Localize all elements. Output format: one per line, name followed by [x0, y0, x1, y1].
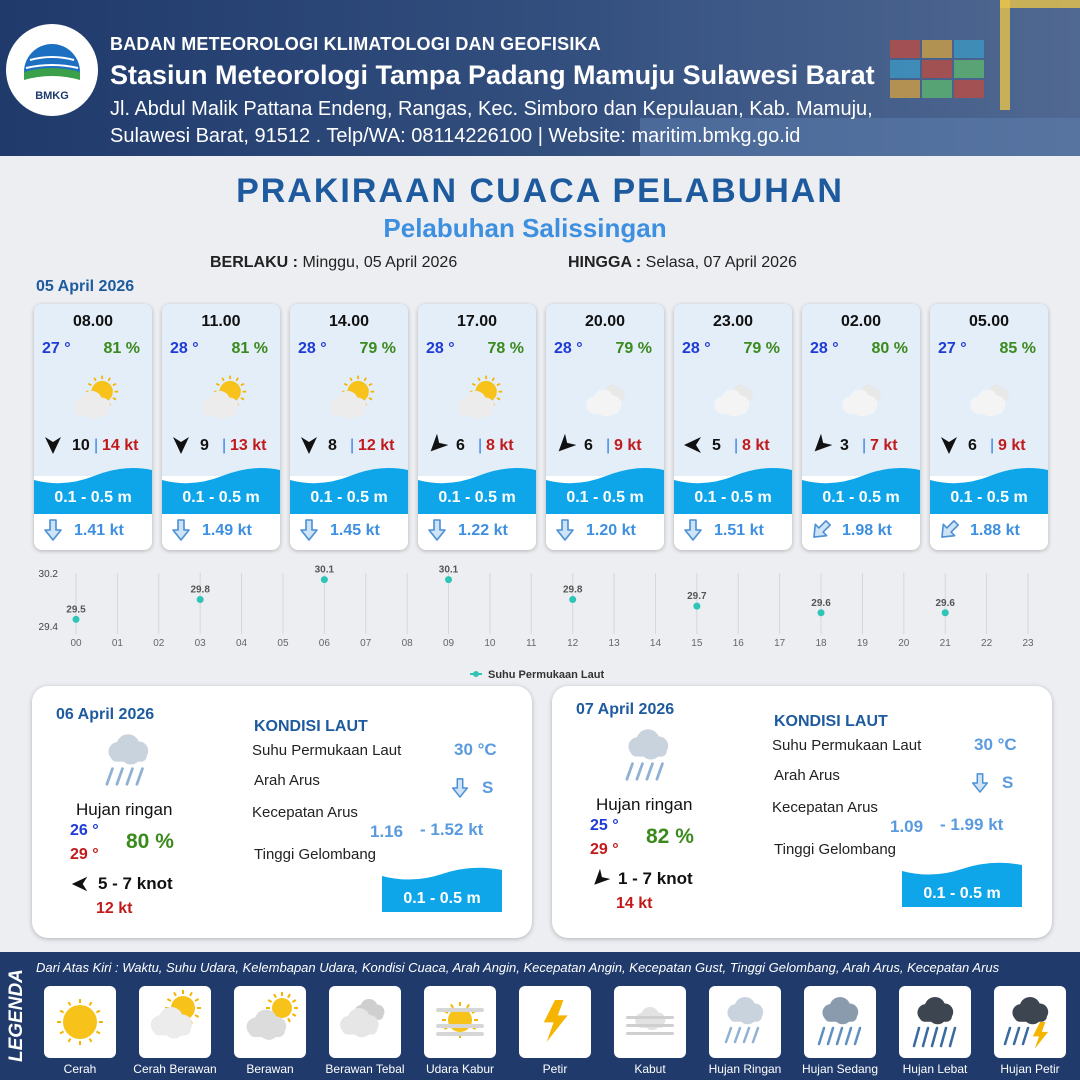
wind-speed: 6: [456, 437, 465, 454]
gust-speed: 7 kt: [870, 437, 898, 454]
cerah-icon: [44, 986, 116, 1058]
wind-row: [422, 434, 534, 458]
max-temperature: 29 °: [590, 841, 619, 858]
address-line-1: Jl. Abdul Malik Pattana Endeng, Rangas, Kec. Simboro dan Kepulauan, Kab. Mamuju,: [110, 98, 873, 120]
wave-label: Tinggi Gelombang: [774, 841, 897, 858]
header: [0, 0, 1080, 156]
legend-item: [804, 986, 876, 1058]
wind-direction-icon: [42, 434, 64, 456]
berawan-icon: [956, 372, 1026, 422]
station-address: [110, 96, 1070, 150]
current-direction-value: S: [482, 778, 494, 797]
sst-value-label: 29.6: [811, 597, 831, 609]
valid-to: [568, 254, 797, 272]
sst-value: 30 °C: [974, 735, 1017, 754]
hujan-petir-icon: [994, 986, 1066, 1058]
x-tick-label: 15: [691, 638, 703, 649]
forecast-card: [546, 304, 664, 550]
x-tick-label: 22: [981, 638, 993, 649]
wave-height: 0.1 - 0.5 m: [923, 885, 1001, 902]
current-speed: 1.41 kt: [74, 522, 124, 539]
forecast-time: 02.00: [840, 313, 882, 330]
x-tick-label: 21: [939, 638, 951, 649]
legend-side: [0, 952, 32, 1080]
wind-speed: 5: [712, 437, 721, 454]
sst-point: [569, 596, 576, 603]
sst-label: Suhu Permukaan Laut: [772, 737, 922, 754]
humidity: 80 %: [126, 830, 174, 853]
forecast-card: [930, 304, 1048, 550]
wind-row: [38, 434, 150, 458]
humidity: 79 %: [615, 340, 652, 357]
forecast-time: 20.00: [584, 313, 626, 330]
legend-item: [234, 986, 306, 1058]
wind-speed: 10: [72, 437, 90, 454]
current-direction-icon: [810, 518, 832, 542]
hujan-ringan-icon: [709, 986, 781, 1058]
gust-speed: 8 kt: [742, 437, 770, 454]
legend-item-label: Berawan: [246, 1062, 294, 1076]
current-direction-icon: [938, 518, 960, 542]
wind-speed: 6: [584, 437, 593, 454]
legend-series-name: Suhu Permukaan Laut: [488, 669, 605, 681]
port-name: Pelabuhan Salissingan: [383, 213, 667, 243]
x-tick-label: 03: [194, 638, 206, 649]
cerah-berawan-icon: [316, 372, 386, 422]
legend-item: [899, 986, 971, 1058]
wind-row: [806, 434, 918, 458]
current-direction-label: Arah Arus: [774, 767, 840, 784]
x-tick-label: 13: [608, 638, 620, 649]
x-tick-label: 17: [774, 638, 786, 649]
legend-item-label: Hujan Lebat: [902, 1062, 968, 1076]
current-speed-min: 1.16: [370, 822, 404, 841]
wind-speed-range: 1 - 7 knot: [618, 869, 693, 888]
sst-point: [321, 576, 328, 583]
sst-point: [818, 609, 825, 616]
wave-height: 0.1 - 0.5 m: [566, 489, 644, 506]
hujan-lebat-icon: [899, 986, 971, 1058]
forecast-time: 11.00: [201, 313, 241, 330]
x-tick-label: 18: [815, 638, 827, 649]
wind-direction-icon: [426, 434, 448, 456]
udara-kabur-icon: [424, 986, 496, 1058]
x-tick-label: 07: [360, 638, 372, 649]
wind-direction-icon: [70, 874, 90, 894]
humidity: 81 %: [231, 340, 268, 357]
air-temperature: 28 °: [298, 340, 327, 357]
wind-direction-icon: [938, 434, 960, 456]
hujan-ringan-icon: [88, 722, 168, 802]
min-temperature: 26 °: [70, 822, 99, 839]
panel-date: 06 April 2026: [56, 706, 155, 723]
current-speed: 1.98 kt: [842, 522, 892, 539]
wind-direction-icon: [554, 434, 576, 456]
sea-condition-title: KONDISI LAUT: [254, 718, 368, 735]
hujan-sedang-icon: [804, 986, 876, 1058]
legend-item-label: Hujan Petir: [1000, 1062, 1060, 1076]
current-speed-min: 1.09: [890, 817, 924, 836]
current-direction-icon: [450, 776, 470, 800]
y-tick-label: 29.4: [38, 622, 58, 633]
x-tick-label: 16: [732, 638, 744, 649]
wind-speed-range: 5 - 7 knot: [98, 874, 173, 893]
current-speed-label: Kecepatan Arus: [772, 799, 878, 816]
sst-point: [73, 616, 80, 623]
current-direction-icon: [554, 518, 576, 542]
legend-item-label: Petir: [542, 1062, 568, 1076]
x-tick-label: 05: [277, 638, 289, 649]
sst-value-label: 30.1: [438, 564, 459, 576]
legend-item: [44, 986, 116, 1058]
daily-panel: [32, 686, 532, 938]
hujan-ringan-icon: [608, 717, 688, 797]
wind-separator: |: [862, 437, 867, 454]
current-direction-icon: [298, 518, 320, 542]
wind-direction-icon: [298, 434, 320, 456]
wind-row: [294, 434, 406, 458]
wave-height: 0.1 - 0.5 m: [182, 489, 260, 506]
legend-item: [994, 986, 1066, 1058]
gust-speed: 13 kt: [230, 437, 267, 454]
x-tick-label: 20: [898, 638, 910, 649]
legend-item-label: Hujan Sedang: [801, 1062, 879, 1076]
min-temperature: 25 °: [590, 817, 619, 834]
berawan-icon: [828, 372, 898, 422]
forecast-card: [162, 304, 280, 550]
sst-value-label: 29.5: [66, 604, 86, 616]
x-tick-label: 04: [236, 638, 248, 649]
wind-direction-icon: [170, 434, 192, 456]
current-speed-max: - 1.52 kt: [420, 820, 484, 839]
forecast-time: 14.00: [328, 313, 370, 330]
sea-condition-title: KONDISI LAUT: [774, 713, 888, 730]
air-temperature: 28 °: [170, 340, 199, 357]
current-direction-icon: [42, 518, 64, 542]
x-tick-label: 02: [153, 638, 165, 649]
wind-separator: |: [734, 437, 739, 454]
day1-date: 05 April 2026: [36, 278, 135, 295]
wave-height: 0.1 - 0.5 m: [54, 489, 132, 506]
wind-direction-icon: [810, 434, 832, 456]
wave-height: 0.1 - 0.5 m: [403, 890, 481, 907]
wind-speed: 8: [328, 437, 337, 454]
berawan-icon: [572, 372, 642, 422]
cerah-berawan-icon: [139, 986, 211, 1058]
valid-to-label: HINGGA :: [568, 254, 642, 271]
x-tick-label: 00: [70, 638, 82, 649]
humidity: 79 %: [359, 340, 396, 357]
legend-item-label: Berawan Tebal: [325, 1062, 405, 1076]
wind-row: [934, 434, 1046, 458]
valid-to-value: Selasa, 07 April 2026: [645, 254, 797, 271]
sst-value: 30 °C: [454, 740, 497, 759]
wind-separator: |: [990, 437, 995, 454]
legend-item: [614, 986, 686, 1058]
forecast-card: [34, 304, 152, 550]
station-name: Stasiun Meteorologi Tampa Padang Mamuju Sulawesi Barat: [110, 60, 875, 90]
current-speed: 1.49 kt: [202, 522, 252, 539]
forecast-time: 05.00: [968, 313, 1010, 330]
gust-speed: 9 kt: [998, 437, 1026, 454]
legend-item: [709, 986, 781, 1058]
address-line-2: Sulawesi Barat, 91512 . Telp/WA: 08114226100 | Website: maritim.bmkg.go.id: [110, 125, 801, 147]
current-speed: 1.51 kt: [714, 522, 764, 539]
x-tick-label: 01: [111, 638, 123, 649]
wind-row: [678, 434, 790, 458]
wind-direction-icon: [682, 434, 704, 456]
air-temperature: 28 °: [554, 340, 583, 357]
wind-speed: 3: [840, 437, 849, 454]
forecast-card: [674, 304, 792, 550]
sst-point: [942, 609, 949, 616]
x-tick-label: 11: [526, 638, 537, 649]
valid-from: [210, 254, 457, 272]
panel-date: 07 April 2026: [576, 701, 675, 718]
sst-point: [445, 576, 452, 583]
wind-separator: |: [606, 437, 611, 454]
air-temperature: 27 °: [42, 340, 71, 357]
current-speed: 1.88 kt: [970, 522, 1020, 539]
petir-icon: [519, 986, 591, 1058]
wave-height: 0.1 - 0.5 m: [822, 489, 900, 506]
wind-separator: |: [350, 437, 355, 454]
current-speed: 1.45 kt: [330, 522, 380, 539]
legend-item-label: Udara Kabur: [425, 1062, 495, 1076]
sst-value-label: 29.7: [687, 591, 707, 603]
forecast-card: [802, 304, 920, 550]
sst-value-label: 29.8: [562, 584, 583, 596]
wind-direction-icon: [590, 869, 610, 889]
cerah-berawan-icon: [188, 372, 258, 422]
gust-speed: 8 kt: [486, 437, 514, 454]
air-temperature: 28 °: [682, 340, 711, 357]
forecast-card: [418, 304, 536, 550]
legend-item: [139, 986, 211, 1058]
wave-height: 0.1 - 0.5 m: [694, 489, 772, 506]
max-temperature: 29 °: [70, 846, 99, 863]
current-direction-icon: [170, 518, 192, 542]
sst-value-label: 30.1: [314, 564, 335, 576]
x-tick-label: 10: [484, 638, 496, 649]
forecast-card: [290, 304, 408, 550]
wind-speed: 6: [968, 437, 977, 454]
humidity: 78 %: [487, 340, 524, 357]
valid-from-label: BERLAKU :: [210, 254, 298, 271]
legend-item-label: Kabut: [634, 1062, 666, 1076]
current-direction-icon: [426, 518, 448, 542]
wind-separator: |: [222, 437, 227, 454]
wave-height: 0.1 - 0.5 m: [438, 489, 516, 506]
x-tick-label: 14: [649, 638, 662, 649]
wave-height: 0.1 - 0.5 m: [310, 489, 388, 506]
forecast-time: 23.00: [712, 313, 754, 330]
cerah-berawan-icon: [444, 372, 514, 422]
legend-item-label: Cerah Berawan: [133, 1062, 217, 1076]
daily-panel: [552, 686, 1052, 938]
legend-item: [329, 986, 401, 1058]
valid-from-value: Minggu, 05 April 2026: [302, 254, 458, 271]
weather-condition: Hujan ringan: [596, 795, 693, 814]
x-tick-label: 08: [401, 638, 413, 649]
legend: [0, 952, 1080, 1080]
kabut-icon: [614, 986, 686, 1058]
gust-speed: 9 kt: [614, 437, 642, 454]
wind-separator: |: [94, 437, 99, 454]
current-direction-icon: [970, 771, 990, 795]
berawan-sun-icon: [234, 986, 306, 1058]
bmkg-logo: [6, 24, 98, 116]
legend-description: Dari Atas Kiri : Waktu, Suhu Udara, Kelembapan Udara, Kondisi Cuaca, Arah Angin, Kecepatan Angin, Kecepatan Gust, Tinggi Gelombang, Arah Arus, Kecepatan Arus: [36, 960, 1000, 975]
legend-item-label: Hujan Ringan: [708, 1062, 782, 1076]
berawan-icon: [700, 372, 770, 422]
current-speed-label: Kecepatan Arus: [252, 804, 358, 821]
current-direction-value: S: [1002, 773, 1014, 792]
berawan-tebal-icon: [329, 986, 401, 1058]
y-tick-label: 30.2: [38, 569, 58, 580]
x-tick-label: 19: [856, 638, 868, 649]
agency-name: BADAN METEOROLOGI KLIMATOLOGI DAN GEOFISIKA: [110, 34, 601, 54]
sst-value-label: 29.8: [190, 584, 210, 596]
humidity: 79 %: [743, 340, 780, 357]
humidity: 85 %: [999, 340, 1036, 357]
forecast-time: 17.00: [456, 313, 498, 330]
gust-speed: 14 kt: [102, 437, 139, 454]
weather-condition: Hujan ringan: [76, 800, 173, 819]
sst-point: [197, 596, 204, 603]
current-speed: 1.20 kt: [586, 522, 636, 539]
wind-separator: |: [478, 437, 483, 454]
wind-row: [550, 434, 662, 458]
wind-row: [166, 434, 278, 458]
gust-speed: 12 kt: [358, 437, 395, 454]
legend-item-label: Cerah: [63, 1062, 97, 1076]
x-tick-label: 06: [318, 638, 330, 649]
page-title: PRAKIRAAN CUACA PELABUHAN: [236, 172, 844, 210]
sst-chart: [30, 560, 1050, 684]
air-temperature: 27 °: [938, 340, 967, 357]
x-tick-label: 23: [1022, 638, 1034, 649]
wave-label: Tinggi Gelombang: [254, 846, 377, 863]
legend-title: LEGENDA: [6, 969, 27, 1062]
current-direction-label: Arah Arus: [254, 772, 320, 789]
logo-text: BMKG: [35, 90, 69, 102]
current-speed-max: - 1.99 kt: [940, 815, 1004, 834]
humidity: 81 %: [103, 340, 140, 357]
gust-speed: 12 kt: [96, 900, 133, 917]
gust-speed: 14 kt: [616, 895, 653, 912]
legend-item: [519, 986, 591, 1058]
x-tick-label: 09: [442, 638, 455, 649]
sst-point: [693, 603, 700, 610]
cerah-berawan-icon: [60, 372, 130, 422]
air-temperature: 28 °: [810, 340, 839, 357]
wind-speed: 9: [200, 437, 209, 454]
sst-value-label: 29.6: [935, 597, 955, 609]
air-temperature: 28 °: [426, 340, 455, 357]
humidity: 80 %: [871, 340, 908, 357]
current-speed: 1.22 kt: [458, 522, 508, 539]
chart-legend: [470, 669, 604, 681]
legend-marker: [473, 671, 479, 677]
humidity: 82 %: [646, 825, 694, 848]
x-tick-label: 12: [567, 638, 579, 649]
sst-label: Suhu Permukaan Laut: [252, 742, 402, 759]
current-direction-icon: [682, 518, 704, 542]
forecast-time: 08.00: [72, 313, 114, 330]
legend-item: [424, 986, 496, 1058]
wave-height: 0.1 - 0.5 m: [950, 489, 1028, 506]
